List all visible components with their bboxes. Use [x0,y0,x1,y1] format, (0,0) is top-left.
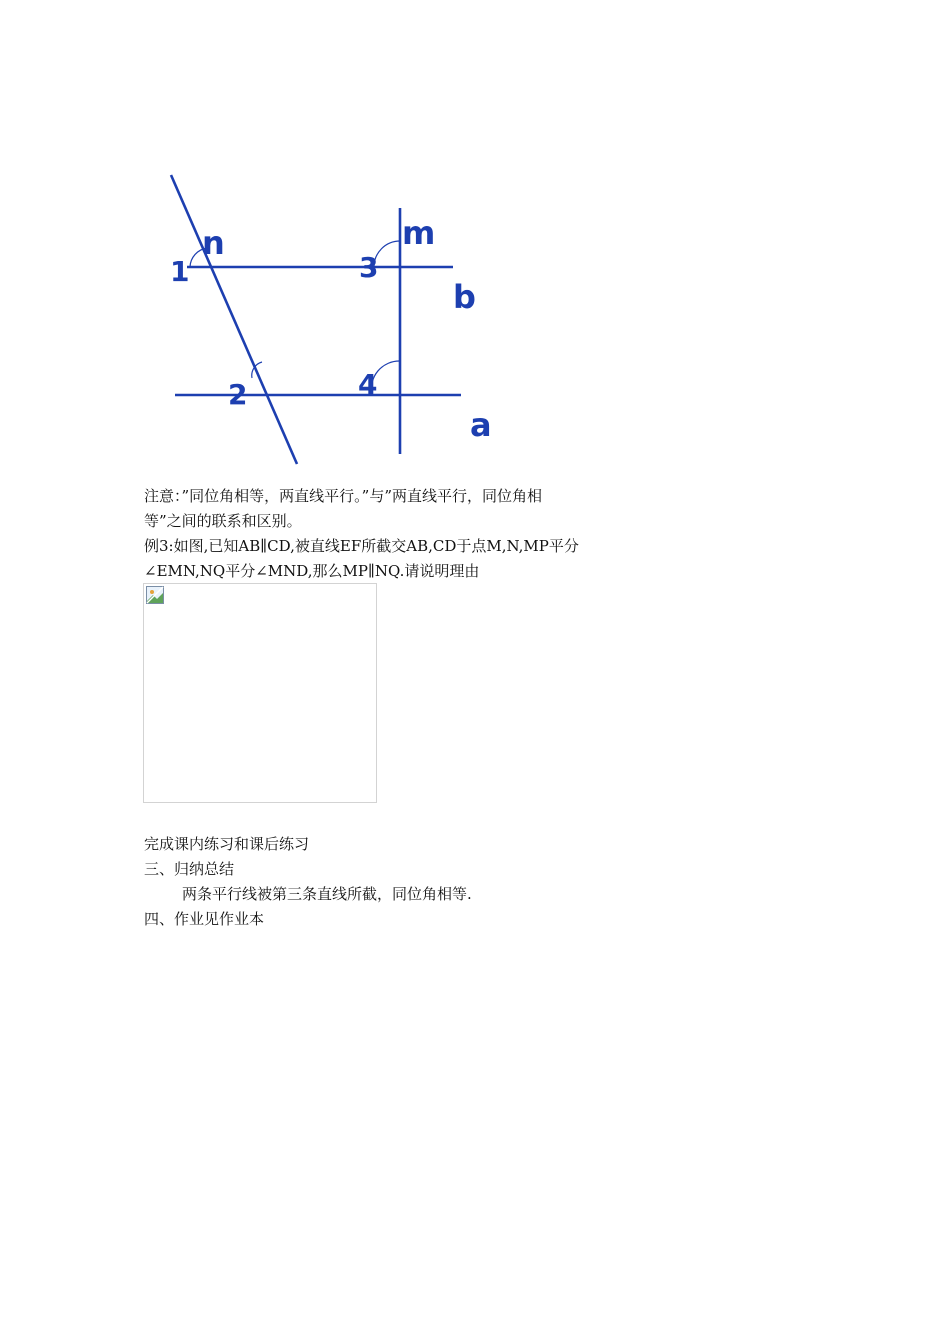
note-line-1: 注意：”同位角相等，两直线平行。”与”两直线平行，同位角相 [144,487,543,505]
example-line-2: ∠EMN,NQ平分∠MND,那么MP∥NQ.请说明理由 [144,562,480,580]
summary-body: 两条平行线被第三条直线所截，同位角相等. [182,885,472,903]
label-angle-2: 2 [228,378,248,411]
note-line-2: 等”之间的联系和区别。 [144,512,302,530]
label-line-n: n [202,224,225,262]
summary-heading: 三、归纳总结 [144,860,235,878]
geometry-figure [160,168,520,473]
label-angle-4: 4 [358,368,378,401]
label-line-m: m [402,214,436,252]
label-angle-3: 3 [359,251,379,284]
exercise-line: 完成课内练习和课后练习 [144,835,310,853]
example-line-1: 例3:如图,已知AB∥CD,被直线EF所截交AB,CD于点M,N,MP平分 [144,537,579,555]
label-angle-1: 1 [170,255,190,288]
homework-line: 四、作业见作业本 [144,910,265,928]
line-n [171,175,297,464]
broken-image-icon [146,586,164,604]
label-line-a: a [470,406,492,444]
label-line-b: b [453,278,476,316]
broken-image-placeholder [143,583,377,803]
